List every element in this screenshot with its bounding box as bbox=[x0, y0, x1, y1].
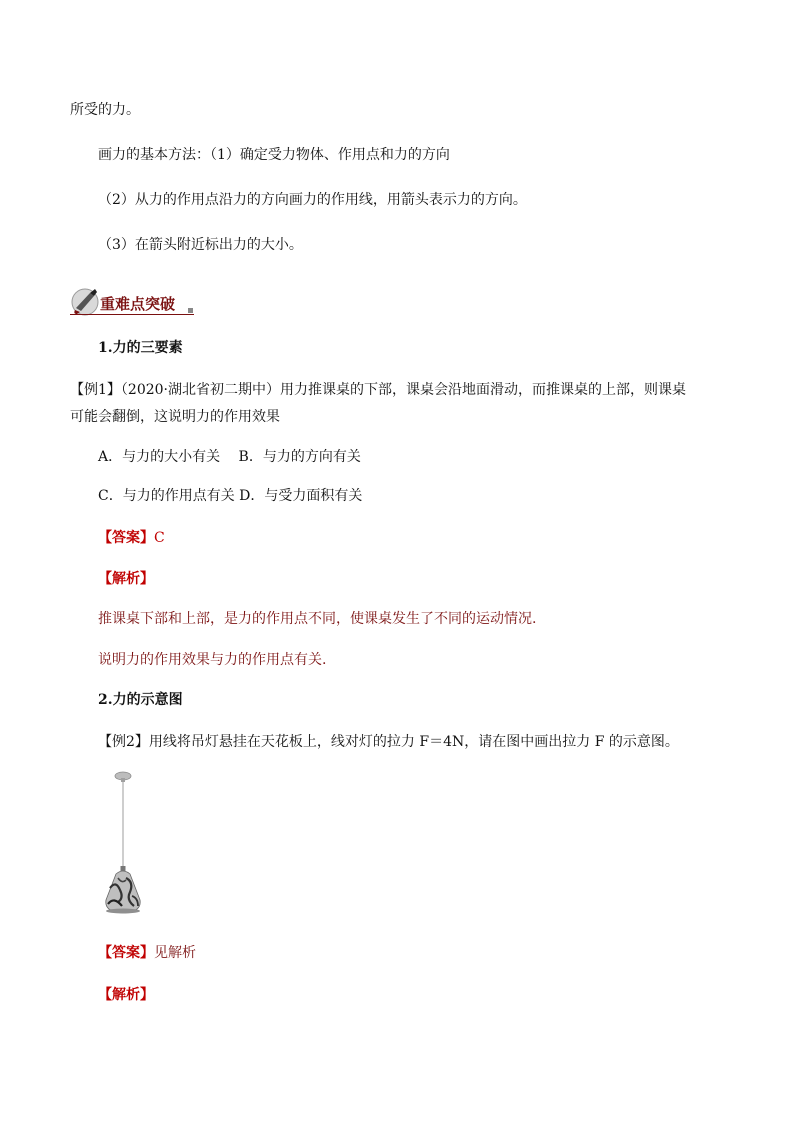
section-banner bbox=[70, 286, 198, 322]
example1-options-cd: C．与力的作用点有关 D．与受力面积有关 bbox=[98, 488, 363, 504]
intro-line-4: （3）在箭头附近标出力的大小。 bbox=[98, 237, 303, 253]
example2-analysis-tag: 【解析】 bbox=[98, 987, 154, 1003]
banner-underline bbox=[70, 314, 194, 315]
example2-question-text: 用线将吊灯悬挂在天花板上，线对灯的拉力 F＝4N，请在图中画出拉力 F 的示意图。 bbox=[148, 734, 679, 750]
intro-line-3: （2）从力的作用点沿力的方向画力的作用线，用箭头表示力的方向。 bbox=[98, 192, 527, 208]
section-banner-title: 重难点突破 bbox=[100, 295, 176, 313]
intro-line-1: 所受的力。 bbox=[70, 102, 140, 118]
example2-answer bbox=[98, 943, 196, 963]
intro-line-2: 画力的基本方法：（1）确定受力物体、作用点和力的方向 bbox=[98, 147, 450, 163]
banner-end-mark bbox=[188, 308, 193, 313]
example1-answer bbox=[98, 528, 165, 548]
topic1-heading: 1.力的三要素 bbox=[98, 340, 183, 356]
example1-tag: 【例1】 bbox=[70, 382, 121, 398]
example1-analysis-tag: 【解析】 bbox=[98, 571, 154, 587]
example1-question-text: （2020·湖北省初二期中）用力推课桌的下部，课桌会沿地面滑动，而推课桌的上部，则课桌 bbox=[120, 382, 686, 398]
answer-value: C bbox=[154, 530, 165, 546]
example1-question-line-1 bbox=[70, 380, 686, 400]
example1-options-ab: A．与力的大小有关 B．与力的方向有关 bbox=[98, 449, 361, 465]
example1-question-line-2: 可能会翻倒，这说明力的作用效果 bbox=[70, 409, 280, 425]
answer-tag: 【答案】 bbox=[98, 945, 154, 961]
example1-analysis-line-1: 推课桌下部和上部，是力的作用点不同，使课桌发生了不同的运动情况. bbox=[98, 611, 537, 627]
example2-question bbox=[98, 732, 679, 752]
example1-analysis-line-2: 说明力的作用效果与力的作用点有关. bbox=[98, 652, 327, 668]
example2-tag: 【例2】 bbox=[98, 734, 149, 750]
hanging-lamp-image bbox=[96, 770, 156, 920]
answer-value: 见解析 bbox=[154, 945, 196, 961]
answer-tag: 【答案】 bbox=[98, 530, 154, 546]
topic2-heading: 2.力的示意图 bbox=[98, 692, 183, 708]
